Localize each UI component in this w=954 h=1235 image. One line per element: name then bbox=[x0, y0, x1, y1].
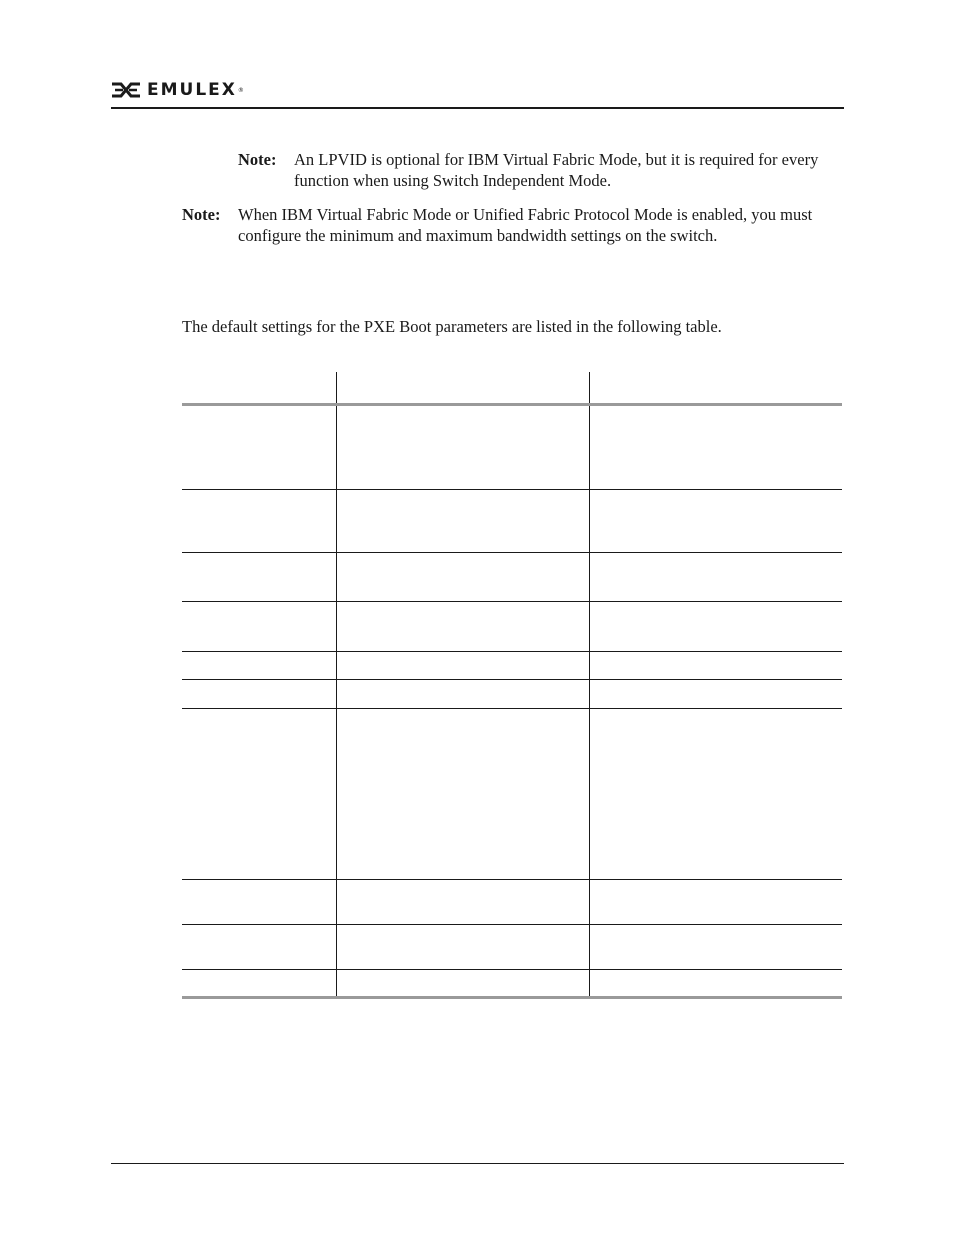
table-row bbox=[182, 680, 842, 709]
emulex-logo-icon bbox=[111, 82, 141, 98]
table-cell bbox=[182, 709, 337, 879]
table-row bbox=[182, 490, 842, 553]
table-header-row bbox=[182, 372, 842, 406]
note-text: An LPVID is optional for IBM Virtual Fabric Mode, but it is required for every function when using Switch Independent Mode. bbox=[294, 150, 819, 190]
table-cell bbox=[337, 652, 590, 679]
table-cell bbox=[590, 553, 842, 601]
header-rule bbox=[111, 107, 844, 109]
emulex-logo bbox=[111, 80, 244, 100]
note-text: When IBM Virtual Fabric Mode or Unified Fabric Protocol Mode is enabled, you must configure the minimum and maximum bandwidth settings on the switch. bbox=[238, 205, 813, 245]
table-cell bbox=[337, 925, 590, 969]
table-header-cell bbox=[182, 372, 337, 403]
table-cell bbox=[590, 709, 842, 879]
table-cell bbox=[590, 602, 842, 651]
table-cell bbox=[182, 970, 337, 996]
footer-rule bbox=[111, 1163, 844, 1164]
intro-paragraph: The default settings for the PXE Boot parameters are listed in the following table. bbox=[182, 317, 722, 336]
table-cell bbox=[337, 970, 590, 996]
table-cell bbox=[590, 652, 842, 679]
table-cell bbox=[182, 490, 337, 552]
table-row bbox=[182, 602, 842, 652]
note-lpvid bbox=[238, 149, 844, 193]
table-row bbox=[182, 709, 842, 880]
table-cell bbox=[182, 680, 337, 708]
pxe-boot-defaults-table bbox=[182, 372, 842, 999]
table-cell bbox=[337, 490, 590, 552]
table-cell bbox=[337, 553, 590, 601]
table-row bbox=[182, 406, 842, 490]
note-label: Note: bbox=[182, 205, 221, 224]
table-cell bbox=[182, 652, 337, 679]
table-row bbox=[182, 925, 842, 970]
table-cell bbox=[182, 406, 337, 489]
table-cell bbox=[337, 602, 590, 651]
table-cell bbox=[337, 406, 590, 489]
note-bandwidth bbox=[182, 204, 844, 248]
table-cell bbox=[337, 880, 590, 924]
table-header-cell bbox=[337, 372, 590, 403]
table-cell bbox=[337, 680, 590, 708]
table-row bbox=[182, 880, 842, 925]
table-cell bbox=[337, 709, 590, 879]
trademark-symbol: ® bbox=[237, 86, 244, 94]
table-cell bbox=[182, 553, 337, 601]
note-label: Note: bbox=[238, 150, 277, 169]
table-cell bbox=[182, 602, 337, 651]
table-cell bbox=[590, 490, 842, 552]
table-row bbox=[182, 970, 842, 999]
table-cell bbox=[590, 880, 842, 924]
table-cell bbox=[590, 406, 842, 489]
table-header-cell bbox=[590, 372, 842, 403]
brand-name: EMULEX bbox=[147, 80, 237, 100]
table-cell bbox=[182, 880, 337, 924]
table-cell bbox=[590, 970, 842, 996]
table-row bbox=[182, 553, 842, 602]
table-cell bbox=[590, 925, 842, 969]
table-row bbox=[182, 652, 842, 680]
table-cell bbox=[590, 680, 842, 708]
table-cell bbox=[182, 925, 337, 969]
